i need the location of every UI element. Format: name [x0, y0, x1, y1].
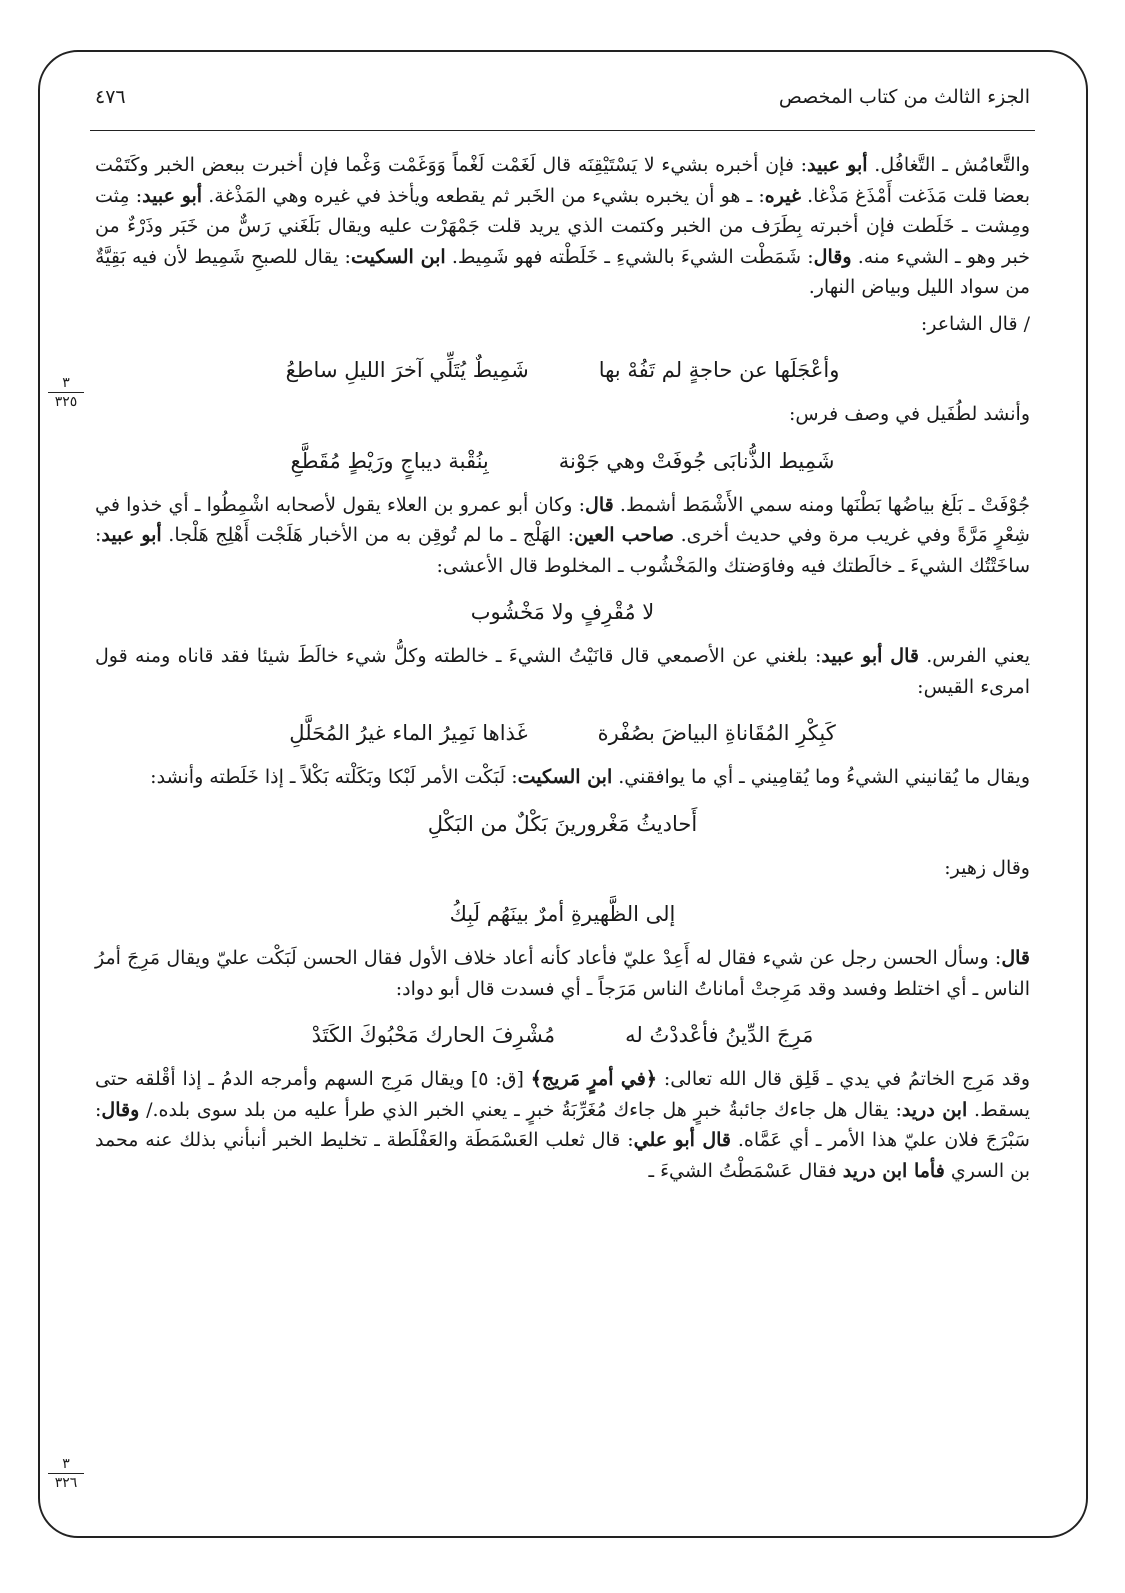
verse-second-hemistich: غَذاها نَمِيرُ الماء غيرُ المُحَلَّلِ	[289, 721, 528, 745]
text-run: : قال ثعلب العَسْمَطَة والعَفْلَطة ـ تخليط الخبر أنبأني بذلك عنه محمد بن السري	[95, 1129, 1030, 1182]
text-run: والتَّعامُش ـ التَّغافُل.	[867, 154, 1030, 176]
margin-reference-page: ٣٢٦	[54, 1475, 78, 1491]
page-number: ٤٧٦	[95, 86, 126, 108]
text-run: : شَمَطْت الشيءَ بالشيءِ ـ خَلَطْته فهو شَمِيط.	[445, 245, 814, 268]
authority-name: قال أبو علي	[633, 1129, 731, 1151]
verse-second-hemistich: شَمِيطٌ يُتَلِّي آخرَ الليلِ ساطعُ	[285, 358, 529, 382]
authority-name: قال أبو عبيد	[821, 645, 919, 667]
paragraph	[95, 943, 1030, 1004]
margin-reference-page: ٣٢٥	[54, 394, 78, 410]
verse	[95, 446, 1030, 476]
authority-name: وقال	[101, 1098, 140, 1121]
authority-name: صاحب العين	[574, 524, 674, 546]
margin-reference	[48, 375, 84, 410]
text-run: : وسأل الحسن رجل عن شيء فقال له أَعِدْ عليّ فأعاد كأنه أعاد خلاف الأول فقال الحسن لَبَكْت عليّ ويقال مَرِجَ أمرُ الناس ـ أي اختلط وفسد وقد مَرِجتْ أماناتُ الناس مَرَجاً ـ أي فسدت قال أبو دواد:	[95, 947, 1030, 1000]
header-divider	[90, 130, 1035, 131]
margin-reference-volume: ٣	[48, 1456, 84, 1474]
text-run: : مِثت ومِشت ـ خَلَطت فإن أخبرته بِطَرَف من الخبر وكتمت الذي يريد قلت جَمْهَرْت عليه ويقال بَلَغَني رَسٌّ من خَبَر وذَرْءٌ من خبر وهو ـ الشيء منه.	[95, 184, 1030, 268]
paragraph	[95, 1064, 1030, 1186]
verse-line: أَحاديثُ مَغْرورينَ بَكْلٌ من البَكْلِ	[427, 811, 698, 836]
authority-name: ابن السكيت	[517, 766, 613, 788]
verse-second-hemistich: مُشْرِفَ الحارك مَحْبُوكَ الكَتَدْ	[311, 1023, 556, 1047]
verse-first-hemistich: مَرِجَ الدِّينُ فأعْددْتُ له	[625, 1023, 814, 1047]
authority-name: غيره	[764, 184, 801, 207]
text-run: يعني الفرس.	[918, 645, 1030, 667]
paragraph	[95, 150, 1030, 303]
authority-name: قال	[1001, 947, 1030, 969]
page-content	[95, 150, 1030, 1508]
verse	[95, 809, 1030, 839]
text-run: ويقال ما يُقانيني الشيءُ وما يُقامِيني ـ أي ما يوافقني.	[612, 766, 1030, 788]
verse	[95, 355, 1030, 385]
text-run: : فإن أخبره بشيء لا يَسْتَيْقِنَه قال لَغَمْت لَغْماً وَوَغَمْت وَغْما فإن أخبرت ببعض الخبر وكَتَمْت بعضا قلت مَذَغت أَمْذَغ مَذْغا.	[95, 154, 1030, 207]
text-run: وقد مَرِج الخاتمُ في يدي ـ قَلِق قال الله تعالى:	[656, 1068, 1031, 1090]
poet-intro: / قال الشاعر:	[920, 312, 1030, 335]
verse-first-hemistich: كَبِكْرِ المُقَاناةِ البياضَ بصُفْرة	[597, 721, 836, 745]
text-run: : لَبَكْت الأمر لَبْكا وبَكَلْته بَكْلاً ـ إذا خَلَطته وأنشد:	[150, 766, 518, 788]
text-run: : يقال هل جاءك جائبةُ خبرٍ هل جاءك مُغَرِّبَةُ خبرٍ ـ يعني الخبر الذي طرأ عليه من بلد سوى بلده./	[139, 1098, 902, 1121]
verse	[95, 1020, 1030, 1050]
verse-intro: وقال زهير:	[944, 856, 1030, 879]
book-title: الجزء الثالث من كتاب المخصص	[778, 86, 1030, 108]
verse	[95, 899, 1030, 929]
paragraph	[95, 762, 1030, 793]
verse-line: لا مُقْرِفٍ ولا مَخْشُوب	[470, 600, 655, 624]
margin-reference	[48, 1456, 84, 1491]
authority-name: أبو عبيد	[142, 184, 203, 207]
paragraph	[95, 490, 1030, 582]
text-run: جُوْفَتْ ـ بَلَغ بياضُها بَطْنَها ومنه سمي الأَشْمَط أشمط.	[613, 493, 1030, 516]
text-run: : يقال للصبحِ شَمِيط لأن فيه بَقِيَّةٌ من سواد الليل وبياض النهار.	[95, 245, 1030, 298]
paragraph	[95, 641, 1030, 702]
text-run: [ق: ٥] ويقال مَرِج السهم وأمرجه الدمُ ـ إذا أقْلقه حتى يسقط.	[95, 1068, 1030, 1121]
verse-first-hemistich: وأعْجَلَها عن حاجةٍ لم تَفُهْ بها	[598, 358, 840, 382]
margin-reference-volume: ٣	[48, 375, 84, 393]
authority-name: قال	[585, 493, 614, 516]
quran-quote: ﴿في أمرٍ مَريج﴾	[530, 1068, 657, 1090]
text-run: فقال عَسْمَطْتُ الشيءَ ـ	[648, 1159, 843, 1182]
verse	[95, 718, 1030, 748]
authority-name: فأما ابن دريد	[842, 1159, 945, 1182]
verse-second-hemistich: بِنُقْبة ديباجٍ ورَيْطٍ مُقَطَّعِ	[290, 448, 489, 473]
text-run: : بلغني عن الأصمعي قال قانَيْتُ الشيءَ ـ خالطته وكلُّ شيء خالَطَ شيئا فقد قاناه ومنه قول امرىء القيس:	[95, 645, 1030, 698]
text-run: : وكان أبو عمرو بن العلاء يقول لأصحابه اشْمِطُوا ـ أي خذوا في شِعْرٍ مَرَّةً وفي غريب مرة وفي حديث أخرى.	[95, 493, 1030, 546]
text-run: : ساخَتْتُك الشيءَ ـ خالَطتك فيه وفاوَضتك والمَخْشُوب ـ المخلوط قال الأعشى:	[95, 524, 1030, 577]
verse-intro: وأنشد لطُفَيل في وصف فرس:	[789, 403, 1030, 425]
text-run: : سَبْرَجَ فلان عليّ هذا الأمر ـ أي عَمَّاه.	[95, 1098, 1030, 1151]
authority-name: وقال	[813, 245, 852, 268]
text-run: : الهَلْج ـ ما لم تُوقِن به من الأخبار هَلَجْت أَهْلِج هَلْجا.	[161, 524, 575, 546]
authority-name: ابن دريد	[901, 1098, 968, 1121]
page-header	[95, 78, 1030, 114]
verse-line: إلى الظَّهيرةِ أمرٌ بينَهُم لَبِكُ	[449, 902, 676, 926]
text-run: : ـ هو أن يخبره بشيء من الخَبر ثم يقطعه ويأخذ في غيره وهي المَذْغة.	[202, 184, 765, 207]
verse	[95, 597, 1030, 627]
authority-name: أبو عبيد	[807, 154, 868, 176]
authority-name: أبو عبيد	[101, 524, 162, 546]
authority-name: ابن السكيت	[350, 245, 446, 268]
verse-first-hemistich: شَمِيط الذُّنابَى جُوفَتْ وهي جَوْنة	[558, 448, 835, 473]
